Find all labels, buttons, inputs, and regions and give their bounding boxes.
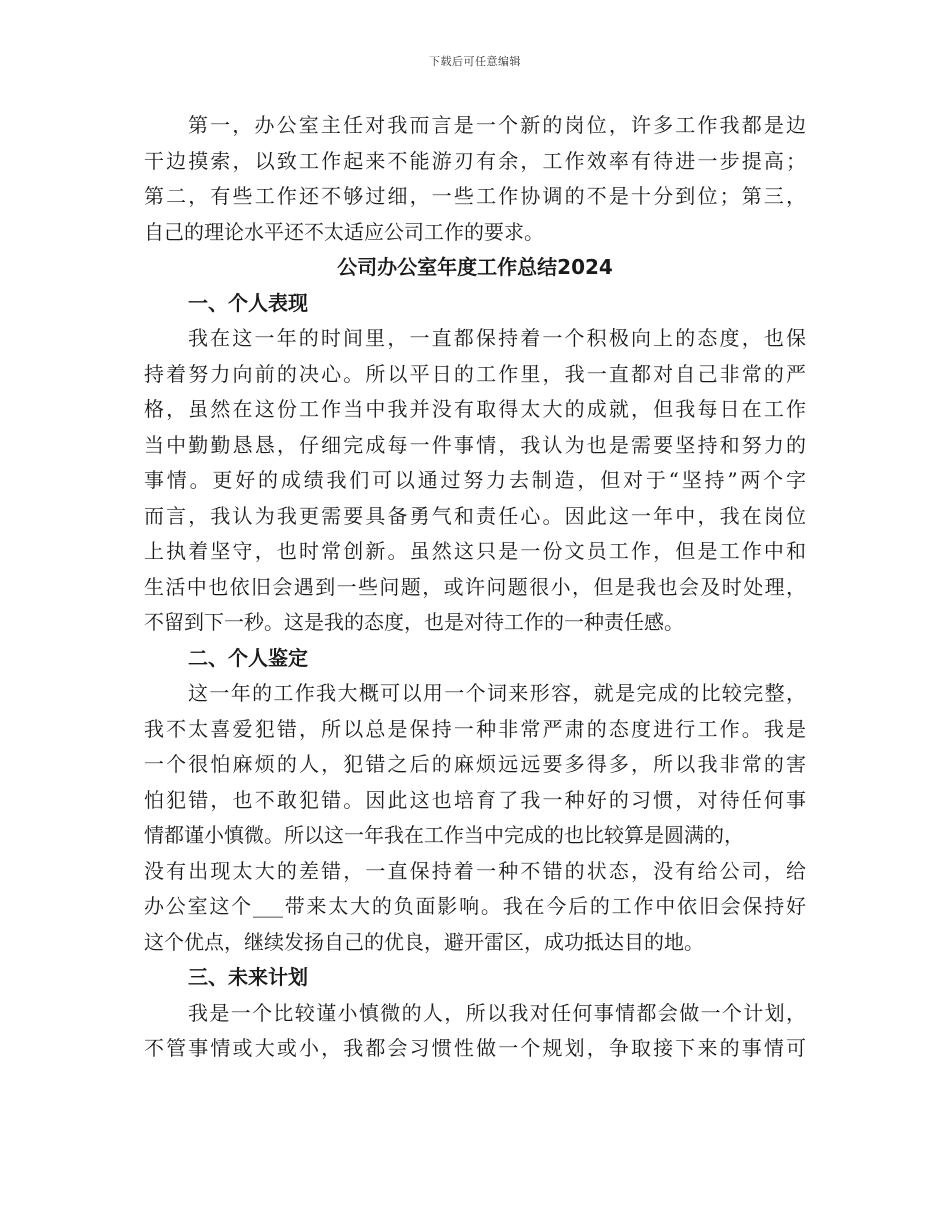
text-line: 而言，我认为我更需要具备勇气和责任心。因此这一年中，我在岗位 <box>144 503 806 528</box>
text-line: 不留到下一秒。这是我的态度，也是对待工作的一种责任感。 <box>144 610 684 634</box>
text-line: 办公室这个___带来太大的负面影响。我在今后的工作中依旧会保持好 <box>144 894 806 918</box>
text-line: 第一，办公室主任对我而言是一个新的岗位，许多工作我都是边 <box>188 113 806 137</box>
text-line: 格，虽然在这份工作当中我并没有取得太大的成就，但我每日在工作 <box>144 397 806 421</box>
section-paragraph <box>144 321 806 641</box>
text-line: 这个优点，继续发扬自己的优良，避开雷区，成功抵达目的地。 <box>144 929 704 954</box>
document-title: 公司办公室年度工作总结2024 <box>337 255 613 279</box>
text-line: 当中勤勤恳恳，仔细完成每一件事情，我认为也是需要坚持和努力的 <box>144 432 806 457</box>
text-line: 我在这一年的时间里，一直都保持着一个积极向上的态度，也保 <box>188 326 806 350</box>
text-line: 事情。更好的成绩我们可以通过努力去制造，但对于“坚持”两个字 <box>144 468 806 492</box>
section-heading: 三、未来计划 <box>188 965 308 989</box>
text-line: 持着努力向前的决心。所以平日的工作里，我一直都对自己非常的严 <box>144 361 806 386</box>
section-heading: 二、个人鉴定 <box>188 645 308 670</box>
text-line: 怕犯错，也不敢犯错。因此这也培育了我一种好的习惯，对待任何事 <box>144 787 806 812</box>
text-line: 没有出现太大的差错，一直保持着一种不错的状态，没有给公司，给 <box>144 858 806 883</box>
section-heading: 一、个人表现 <box>188 290 308 315</box>
text-line: 这一年的工作我大概可以用一个词来形容，就是完成的比较完整， <box>188 681 806 705</box>
text-line: 自己的理论水平还不太适应公司工作的要求。 <box>144 219 544 244</box>
section-paragraph <box>144 676 806 960</box>
section-paragraph <box>144 996 806 1067</box>
document-body <box>144 108 806 1067</box>
text-line: 第二，有些工作还不够过细，一些工作协调的不是十分到位；第三， <box>144 184 806 208</box>
text-line: 上执着坚守，也时常创新。虽然这只是一份文员工作，但是工作中和 <box>144 539 806 563</box>
text-line: 生活中也依旧会遇到一些问题，或许问题很小，但是我也会及时处理， <box>144 574 806 599</box>
text-line: 一个很怕麻烦的人，犯错之后的麻烦远远要多得多，所以我非常的害 <box>144 752 806 776</box>
intro-paragraph <box>144 108 806 250</box>
text-line: 情都谨小慎微。所以这一年我在工作当中完成的也比较算是圆满的， <box>144 823 744 847</box>
text-line: 不管事情或大或小，我都会习惯性做一个规划，争取接下来的事情可 <box>144 1036 806 1060</box>
page-header-note: 下载后可任意编辑 <box>429 55 521 68</box>
text-line: 我是一个比较谨小慎微的人，所以我对任何事情都会做一个计划， <box>188 1000 806 1025</box>
text-line: 我不太喜爱犯错，所以总是保持一种非常严肃的态度进行工作。我是 <box>144 716 806 741</box>
text-line: 干边摸索，以致工作起来不能游刃有余，工作效率有待进一步提高； <box>144 148 806 173</box>
